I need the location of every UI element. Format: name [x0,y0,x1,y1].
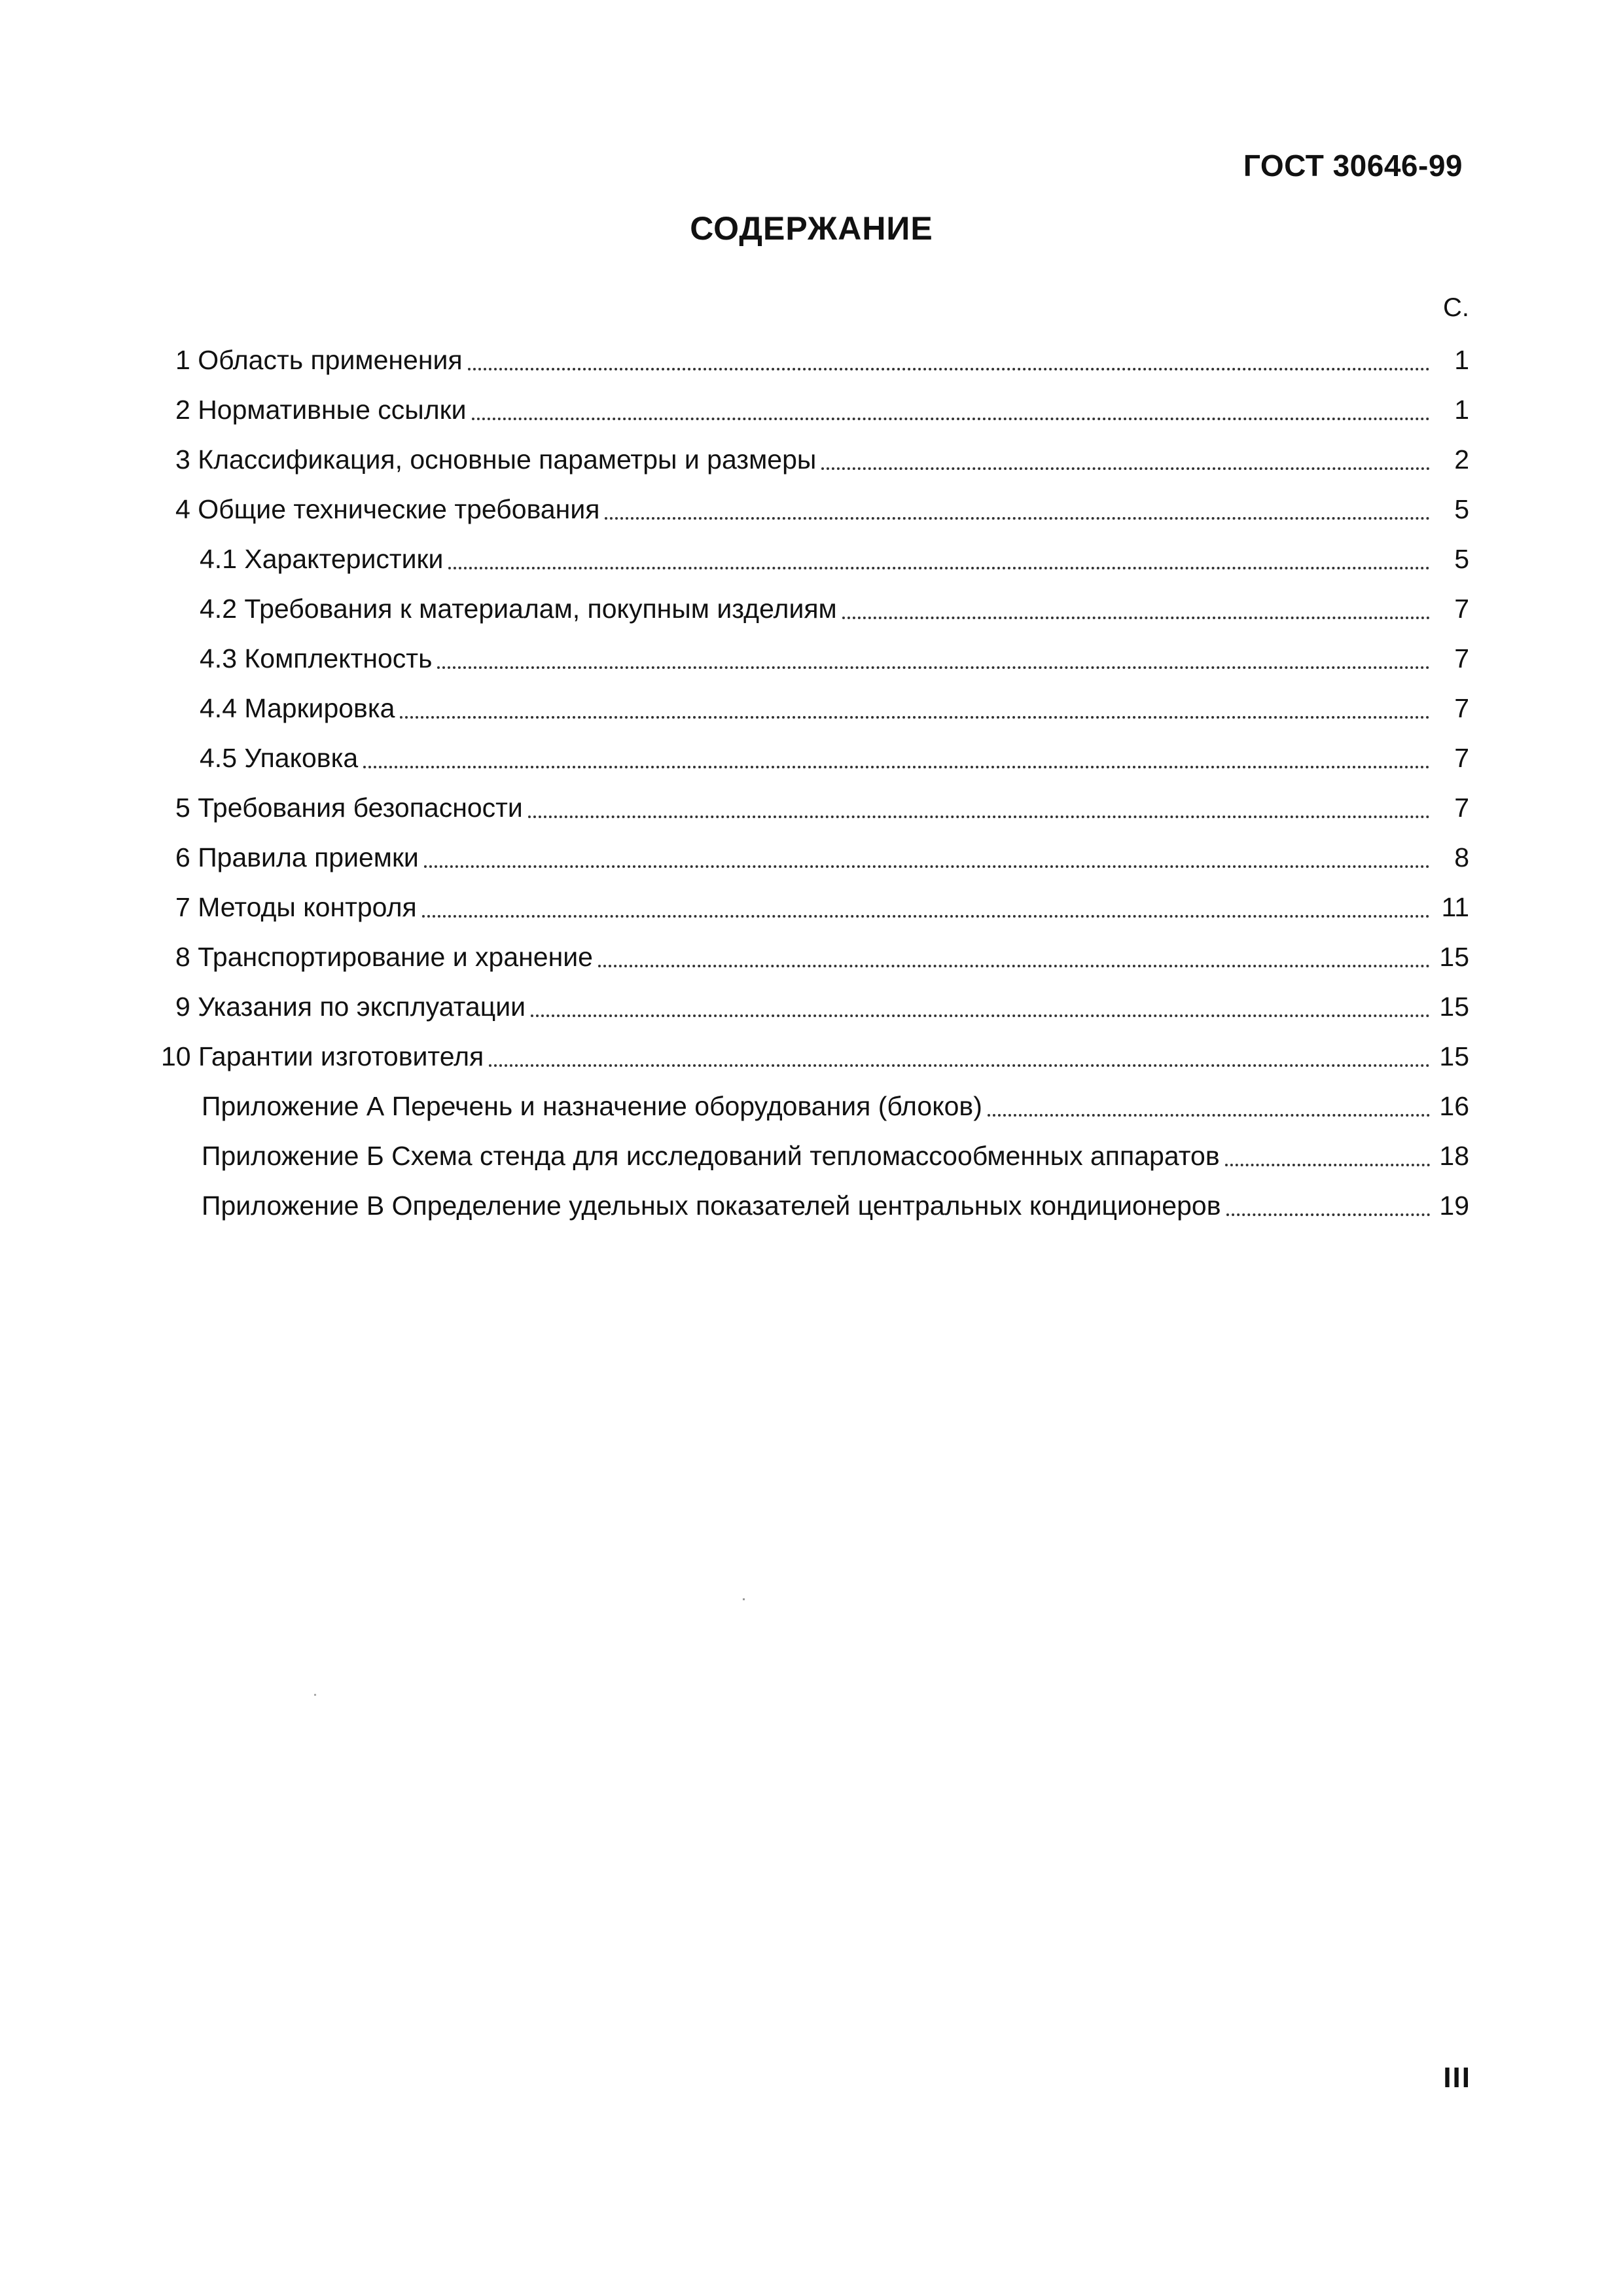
dot-leader [1226,1213,1431,1216]
toc-entry-7[interactable] [175,882,1469,932]
toc-entry-4-2[interactable] [200,584,1469,634]
toc-entry-label: 4.3 Комплектность [200,643,433,673]
toc-entry-page: 15 [1439,942,1469,972]
dot-leader [472,418,1431,420]
toc-entry-5[interactable] [175,783,1469,833]
toc-entry-page: 11 [1441,892,1469,922]
dot-leader [400,716,1430,719]
toc-entry-page: 5 [1454,494,1469,524]
toc-entry-page: 7 [1454,594,1469,624]
dot-leader [448,567,1430,569]
toc-entry-label: Приложение Б Схема стенда для исследований тепломассообменных аппаратов [202,1141,1220,1171]
toc-entry-page: 5 [1454,544,1469,574]
toc-entry-label: 5 Требования безопасности [175,793,523,823]
toc-entry-label: 10 Гарантии изготовителя [161,1041,484,1071]
toc-entry-9[interactable] [175,982,1469,1031]
toc-entry-page: 15 [1439,992,1469,1022]
page-number: III [1443,2062,1471,2094]
toc-entry-1[interactable] [175,335,1469,385]
toc-entry-page: 7 [1454,743,1469,773]
toc-entry-3[interactable] [175,435,1469,484]
toc-entry-4-5[interactable] [200,733,1469,783]
toc-entry-10[interactable] [161,1031,1469,1081]
dot-leader [605,517,1430,520]
toc-entry-label: 2 Нормативные ссылки [175,395,467,425]
dot-leader [424,865,1430,868]
toc-entry-2[interactable] [175,385,1469,435]
toc-entry-page: 1 [1454,395,1469,425]
toc-entry-label: 4.2 Требования к материалам, покупным изделиям [200,594,837,624]
toc-entry-label: 9 Указания по эксплуатации [175,992,526,1022]
toc-entry-4-3[interactable] [200,634,1469,683]
toc-entry-page: 16 [1439,1091,1469,1121]
toc-entry-label: Приложение В Определение удельных показателей центральных кондиционеров [202,1191,1221,1221]
page-column-label: С. [1443,293,1469,322]
toc-entry-page: 1 [1454,345,1469,375]
toc-entry-page: 7 [1454,643,1469,673]
toc-entry-label: 4.4 Маркировка [200,693,395,723]
toc-entry-8[interactable] [175,932,1469,982]
toc-entry-label: 6 Правила приемки [175,842,419,872]
toc-entry-label: 3 Классификация, основные параметры и размеры [175,444,817,475]
toc-entry-appendix-v[interactable] [202,1181,1469,1230]
toc-entry-page: 8 [1454,842,1469,872]
dot-leader [437,666,1430,669]
dot-leader [489,1064,1430,1067]
dot-leader [468,368,1430,370]
toc-entry-page: 18 [1439,1141,1469,1171]
toc-entry-4[interactable] [175,484,1469,534]
toc-entry-appendix-a[interactable] [202,1081,1469,1131]
toc-entry-page: 15 [1439,1041,1469,1071]
toc-entry-label: 1 Область применения [175,345,463,375]
dot-leader [842,617,1430,619]
toc-entry-label: 4.5 Упаковка [200,743,359,773]
dot-leader [988,1114,1430,1117]
toc-entry-page: 2 [1454,444,1469,475]
toc-entry-page: 7 [1454,693,1469,723]
toc-entry-page: 19 [1439,1191,1469,1221]
toc-entry-label: 7 Методы контроля [175,892,417,922]
toc-entry-4-1[interactable] [200,534,1469,584]
toc-entry-label: Приложение А Перечень и назначение оборудования (блоков) [202,1091,982,1121]
toc-entry-label: 4.1 Характеристики [200,544,444,574]
page-title: СОДЕРЖАНИЕ [690,210,933,247]
dot-leader [422,915,1430,918]
scan-speck [743,1598,745,1600]
dot-leader [598,965,1430,967]
dot-leader [528,816,1430,818]
dot-leader [1225,1164,1430,1166]
toc-entry-page: 7 [1454,793,1469,823]
toc-entry-4-4[interactable] [200,683,1469,733]
scan-speck [314,1694,316,1696]
toc-entry-6[interactable] [175,833,1469,882]
toc-entry-appendix-b[interactable] [202,1131,1469,1181]
toc-entry-label: 4 Общие технические требования [175,494,600,524]
document-code: ГОСТ 30646-99 [1243,149,1463,183]
dot-leader [531,1014,1430,1017]
dot-leader [363,766,1430,768]
dot-leader [821,467,1430,470]
toc-entry-label: 8 Транспортирование и хранение [175,942,593,972]
